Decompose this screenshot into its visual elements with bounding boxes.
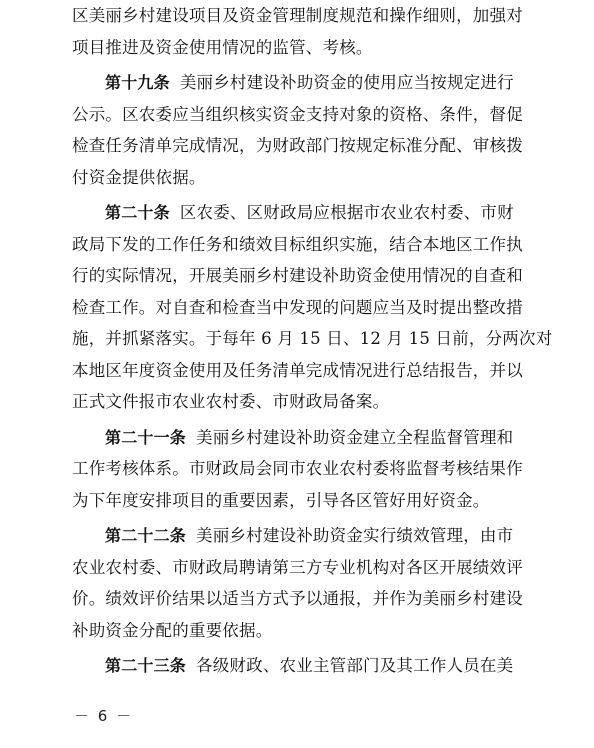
text-line: 检查工作。对自查和检查当中发现的问题应当及时提出整改措 (72, 297, 523, 317)
article-21 (72, 422, 530, 517)
text-line: 农业农村委、市财政局聘请第三方专业机构对各区开展绩效评 (72, 557, 523, 577)
article-first-line (72, 422, 530, 454)
article-first-line (72, 650, 530, 682)
continuation-paragraph (72, 0, 530, 63)
article-label: 第二十二条 (105, 526, 187, 545)
text-line: 区美丽乡村建设项目及资金管理制度规范和操作细则，加强对 (72, 6, 523, 25)
text-line: 工作考核体系。市财政局会同市农业农村委将监督考核结果作 (72, 459, 523, 478)
text-line: 区农委、区财政局应根据市农业农村委、市财 (179, 203, 514, 222)
article-20 (72, 197, 553, 418)
text-line: 本地区年度资金使用及任务清单完成情况进行总结报告，并以 (72, 360, 523, 380)
article-first-line (72, 520, 530, 552)
text-line: 美丽乡村建设补助资金实行绩效管理，由市 (196, 526, 514, 545)
text-line: 项目推进及资金使用情况的监管、考核。 (72, 37, 373, 57)
text-line: 补助资金分配的重要依据。 (72, 620, 273, 640)
article-label: 第十九条 (105, 73, 170, 92)
text-line: 施，并抓紧落实。于每年 6 月 15 日、12 月 15 日前，分两次对 (72, 329, 553, 348)
text-line: 正式文件报市农业农村委、市财政局备案。 (72, 392, 390, 411)
article-label: 第二十三条 (105, 656, 187, 675)
text-line: 付资金提供依据。 (72, 167, 206, 187)
text-line: 公示。区农委应当组织核实资金支持对象的资格、条件，督促 (72, 104, 523, 124)
article-label: 第二十一条 (105, 427, 187, 447)
article-22 (72, 520, 530, 646)
article-label: 第二十条 (105, 203, 170, 222)
text-line: 价。绩效评价结果以适当方式予以通报，并作为美丽乡村建设 (72, 589, 523, 608)
text-line: 美丽乡村建设补助资金的使用应当按规定进行 (179, 73, 514, 92)
article-first-line (72, 197, 530, 229)
article-19 (72, 67, 530, 193)
text-line: 美丽乡村建设补助资金建立全程监督管理和 (196, 427, 514, 447)
article-23 (72, 650, 530, 682)
text-line: 政局下发的工作任务和绩效目标组织实施，结合本地区工作执 (72, 234, 523, 254)
text-line: 各级财政、农业主管部门及其工作人员在美 (196, 656, 514, 675)
text-line: 为下年度安排项目的重要因素，引导各区管好用好资金。 (72, 490, 490, 510)
article-first-line (72, 67, 530, 99)
text-line: 检查任务清单完成情况，为财政部门按规定标准分配、审核拨 (72, 136, 523, 155)
body-text (72, 0, 553, 682)
text-line: 行的实际情况，开展美丽乡村建设补助资金使用情况的自查和 (72, 266, 523, 285)
page-number: － 6 － (74, 707, 134, 725)
